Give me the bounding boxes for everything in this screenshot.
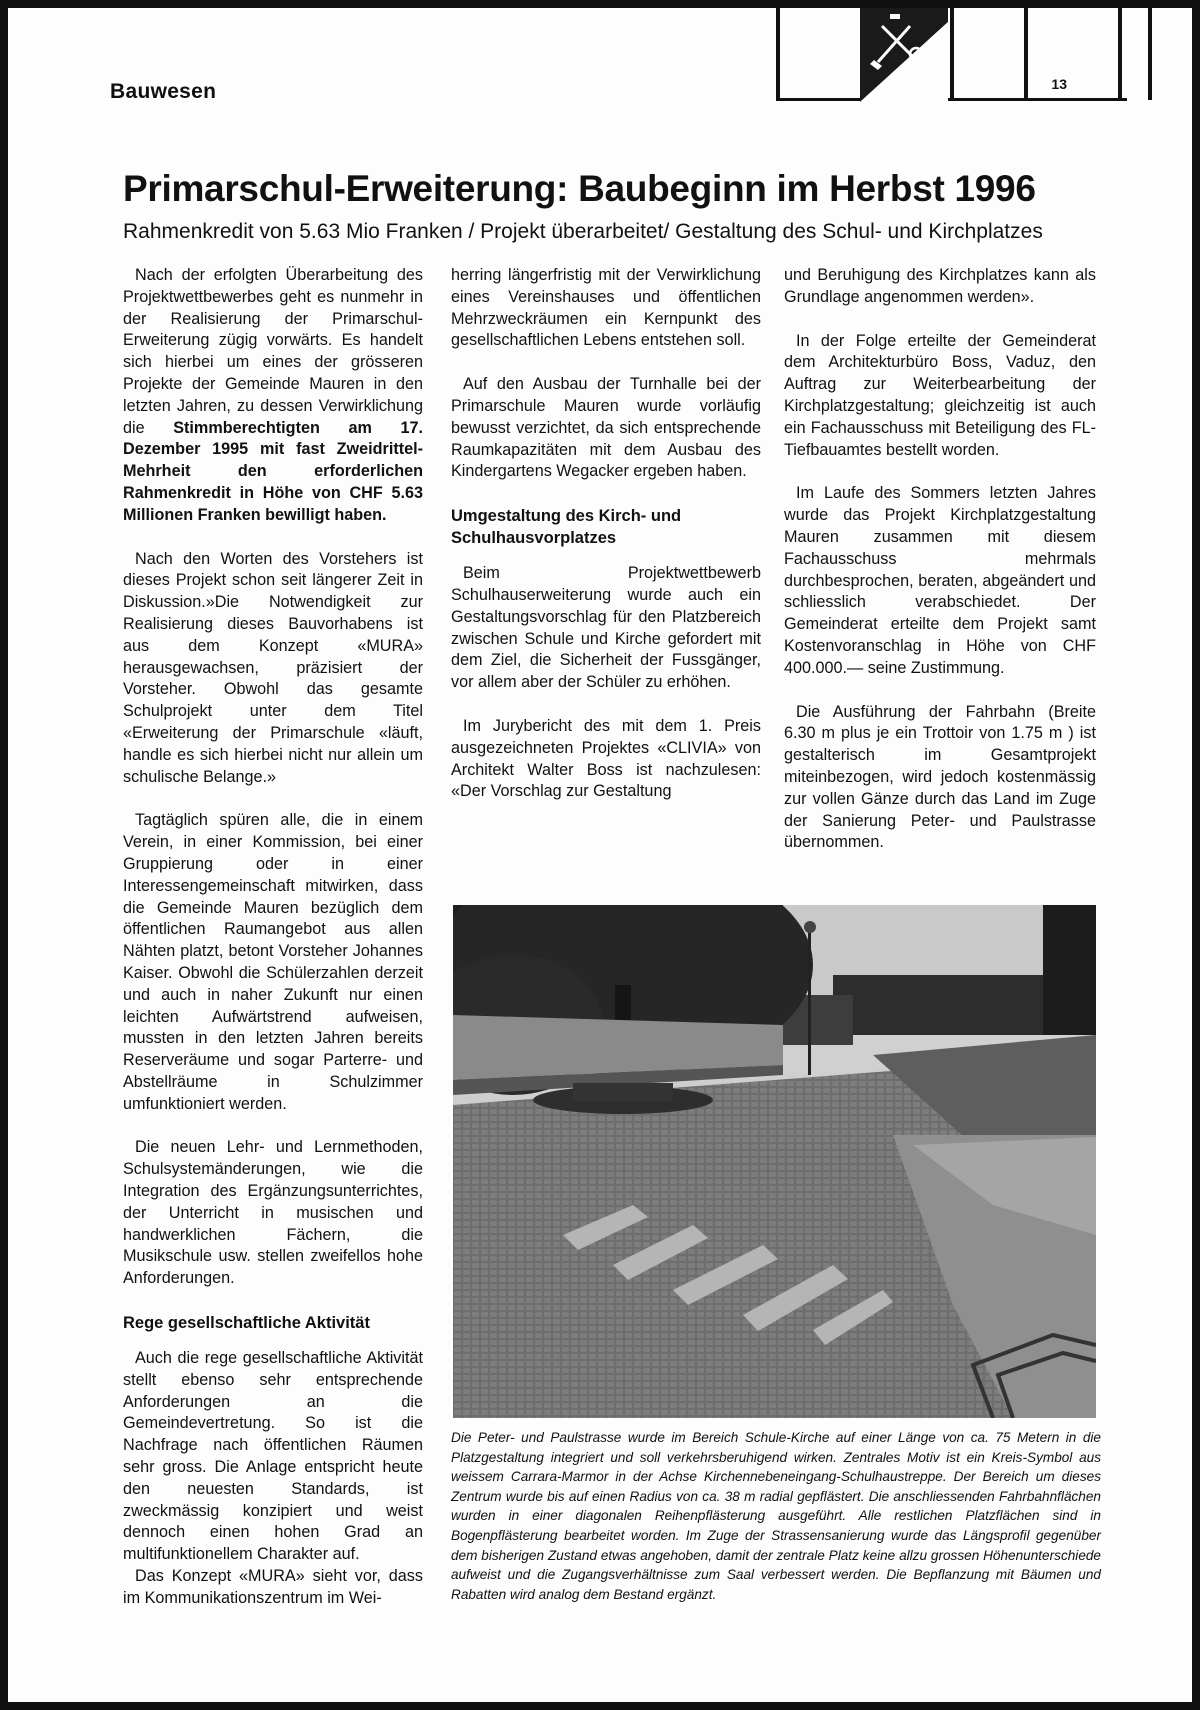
article-title: Primarschul-Erweiterung: Baubeginn im Herbst 1996 — [123, 168, 1036, 209]
paragraph: Beim Projektwettbewerb Schulhauserweiterung wurde auch ein Gestaltungsvorschlag für den Platzbereich zwischen Schule und Kirche gefordert mit dem Ziel, die Sicherheit der Fussgänger, vor allem aber der Schüler zu erhöhen. — [451, 564, 761, 692]
subheading: Rege gesellschaftliche Aktivität — [123, 1314, 370, 1333]
header-baseline — [776, 98, 1127, 101]
section-label: Bauwesen — [110, 80, 217, 103]
photo-church-square — [453, 905, 1096, 1418]
paragraph: Im Jurybericht des mit dem 1. Preis ausgezeichneten Projektes «CLIVIA» von Architekt Walter Boss ist nachzulesen: «Der Vorschlag zur Gestaltung — [451, 716, 761, 801]
header-rule — [950, 8, 954, 100]
article-subtitle: Rahmenkredit von 5.63 Mio Franken / Projekt überarbeitet/ Gestaltung des Schul- und Kirchplatzes — [123, 220, 1043, 243]
paragraph: herring längerfristig mit der Verwirklichung eines Vereinshauses und öffentlichen Mehrzweckräumen ein Kernpunkt des gesellschaftlichen Lebens entstehen soll. — [451, 266, 761, 350]
paragraph: und Beruhigung des Kirchplatzes kann als Grundlage angenommen werden». — [784, 266, 1096, 306]
header-rule — [1024, 8, 1028, 100]
page — [8, 8, 1192, 1702]
paragraph-bold: Stimmberechtigten am 17. Dezember 1995 mit fast Zweidrittel-Mehrheit den erforderlichen Rahmenkredit in Höhe von CHF 5.63 Millionen Franken bewilligt haben. — [123, 418, 423, 524]
text-column-2 — [451, 265, 761, 825]
paragraph: In der Folge erteilte der Gemeinderat dem Architekturbüro Boss, Vaduz, den Auftrag zur Weiterbearbeitung der Kirchplatzgestaltung; gleichzeitig ist auch ein Fachausschuss mit Beteiligung des FL-Tiefbauamtes bestellt worden. — [784, 331, 1096, 459]
photo-caption: Die Peter- und Paulstrasse wurde im Bereich Schule-Kirche auf einer Länge von ca. 75 Metern in die Platzgestaltung integriert und soll verkehrsberuhigend wirken. Zentrales Motiv ist ein Kreis-Symbol aus weissem Carrara-Marmor in der Achse Kirchennebeneingang-Schulhaustreppe. Der Bereich um dieses Zentrum wurde bis auf einen Radius von ca. 38 m radial gepflästert. Die anschliessenden Fahrbahnflächen wurden in einer diagonalen Reihenpflästerung ausgeführt. Alle restlichen Platzflächen sind in Bogenpflästerung bearbeitet worden. Im Zuge der Strassensanierung wurde das Längsprofil gegenüber dem bisherigen Zustand etwas angehoben, damit der zentrale Platz keine allzu grossen Höhenunterschiede aufweist und die Zugangsverhältnisse zum Saal verbessert werden. Die Bepflanzung mit Bäumen und Rabatten wird analog dem Bestand ergänzt. — [451, 1430, 1101, 1602]
page-number: 13 — [1051, 76, 1067, 92]
coat-of-arms-icon — [860, 8, 948, 102]
paragraph: Auch die rege gesellschaftliche Aktivität stellt ebenso sehr entsprechende Anforderungen an die Gemeindevertretung. So ist die Nachfrage nach öffentlichen Räumen sehr gross. Die Anlage entspricht heute den neuesten Standards, ist zweckmässig konzipiert und weist dennoch einen hohen Grad an multifunktionellem Charakter auf. — [123, 1349, 423, 1564]
text-column-3 — [784, 265, 1096, 876]
paragraph: Im Laufe des Sommers letzten Jahres wurde das Projekt Kirchplatzgestaltung Mauren zusammen mit diesem Fachausschuss mehrmals durchbesprochen, beraten, abgeändert und schliesslich verabschiedet. Der Gemeinderat erteilte dem Projekt samt Kostenvoranschlag in Höhe von CHF 400.000.— seine Zustimmung. — [784, 484, 1096, 677]
paragraph: Das Konzept «MURA» sieht vor, dass im Kommunikationszentrum im Wei- — [123, 1567, 423, 1607]
paragraph: Die Ausführung der Fahrbahn (Breite 6.30 m plus je ein Trottoir von 1.75 m ) ist gestalterisch im Gesamtprojekt miteinbezogen, wird jedoch kostenmässig zur vollen Gänze durch das Land im Zuge der Sanierung Peter- und Paulstrasse übernommen. — [784, 702, 1096, 852]
paragraph: Tagtäglich spüren alle, die in einem Verein, in einer Kommission, bei einer Gruppierung oder in einer Interessengemeinschaft mitwirken, dass die Gemeinde Mauren bezüglich dem öffentlichen Raumangebot aus allen Nähten platzt, betont Vorsteher Johannes Kaiser. Obwohl die Schülerzahlen derzeit und auch in naher Zukunft nur einen leichten Aufwärtstrend aufweisen, mussten in den letzten Jahren bereits Reserveräume und sogar Parterre- und Abstellräume in Schulzimmer umfunktioniert werden. — [123, 811, 423, 1113]
subheading: Umgestaltung des Kirch- und Schulhausvorplatzes — [451, 507, 682, 548]
header-rule — [1148, 8, 1152, 100]
paragraph: Die neuen Lehr- und Lernmethoden, Schulsystemänderungen, wie die Integration des Ergänzungsunterrichtes, der Unterricht in musischen und handwerklichen Fächern, die Musikschule usw. stellen zweifellos hohe Anforderungen. — [123, 1138, 423, 1288]
paragraph-text: Nach der erfolgten Überarbeitung des Projektwettbewerbes geht es nunmehr in der Realisierung der Primarschul-Erweiterung zügig vorwärts. Es handelt sich hierbei um eines der grösseren Projekte der Gemeinde Mauren in den letzten Jahren, zu dessen Verwirklichung die — [123, 266, 423, 437]
paragraph — [123, 265, 423, 527]
text-column-1 — [123, 265, 423, 1610]
paragraph: Auf den Ausbau der Turnhalle bei der Primarschule Mauren wurde vorläufig bewusst verzichtet, da sich entsprechende Raumkapazitäten mit dem Ausbau des Kindergartens Wegacker ergeben haben. — [451, 375, 761, 481]
header-rule — [1118, 8, 1122, 100]
header-rule — [776, 8, 780, 100]
paragraph: Nach den Worten des Vorstehers ist dieses Projekt schon seit längerer Zeit in Diskussion.»Die Notwendigkeit zur Realisierung dieses Bauvorhabens ist aus dem Konzept «MURA» herausgewachsen, präzisiert der Vorsteher. Obwohl das gesamte Schulprojekt unter dem Titel «Erweiterung der Primarschule «läuft, handle es sich hierbei nicht nur allein um schulische Belange.» — [123, 549, 423, 786]
